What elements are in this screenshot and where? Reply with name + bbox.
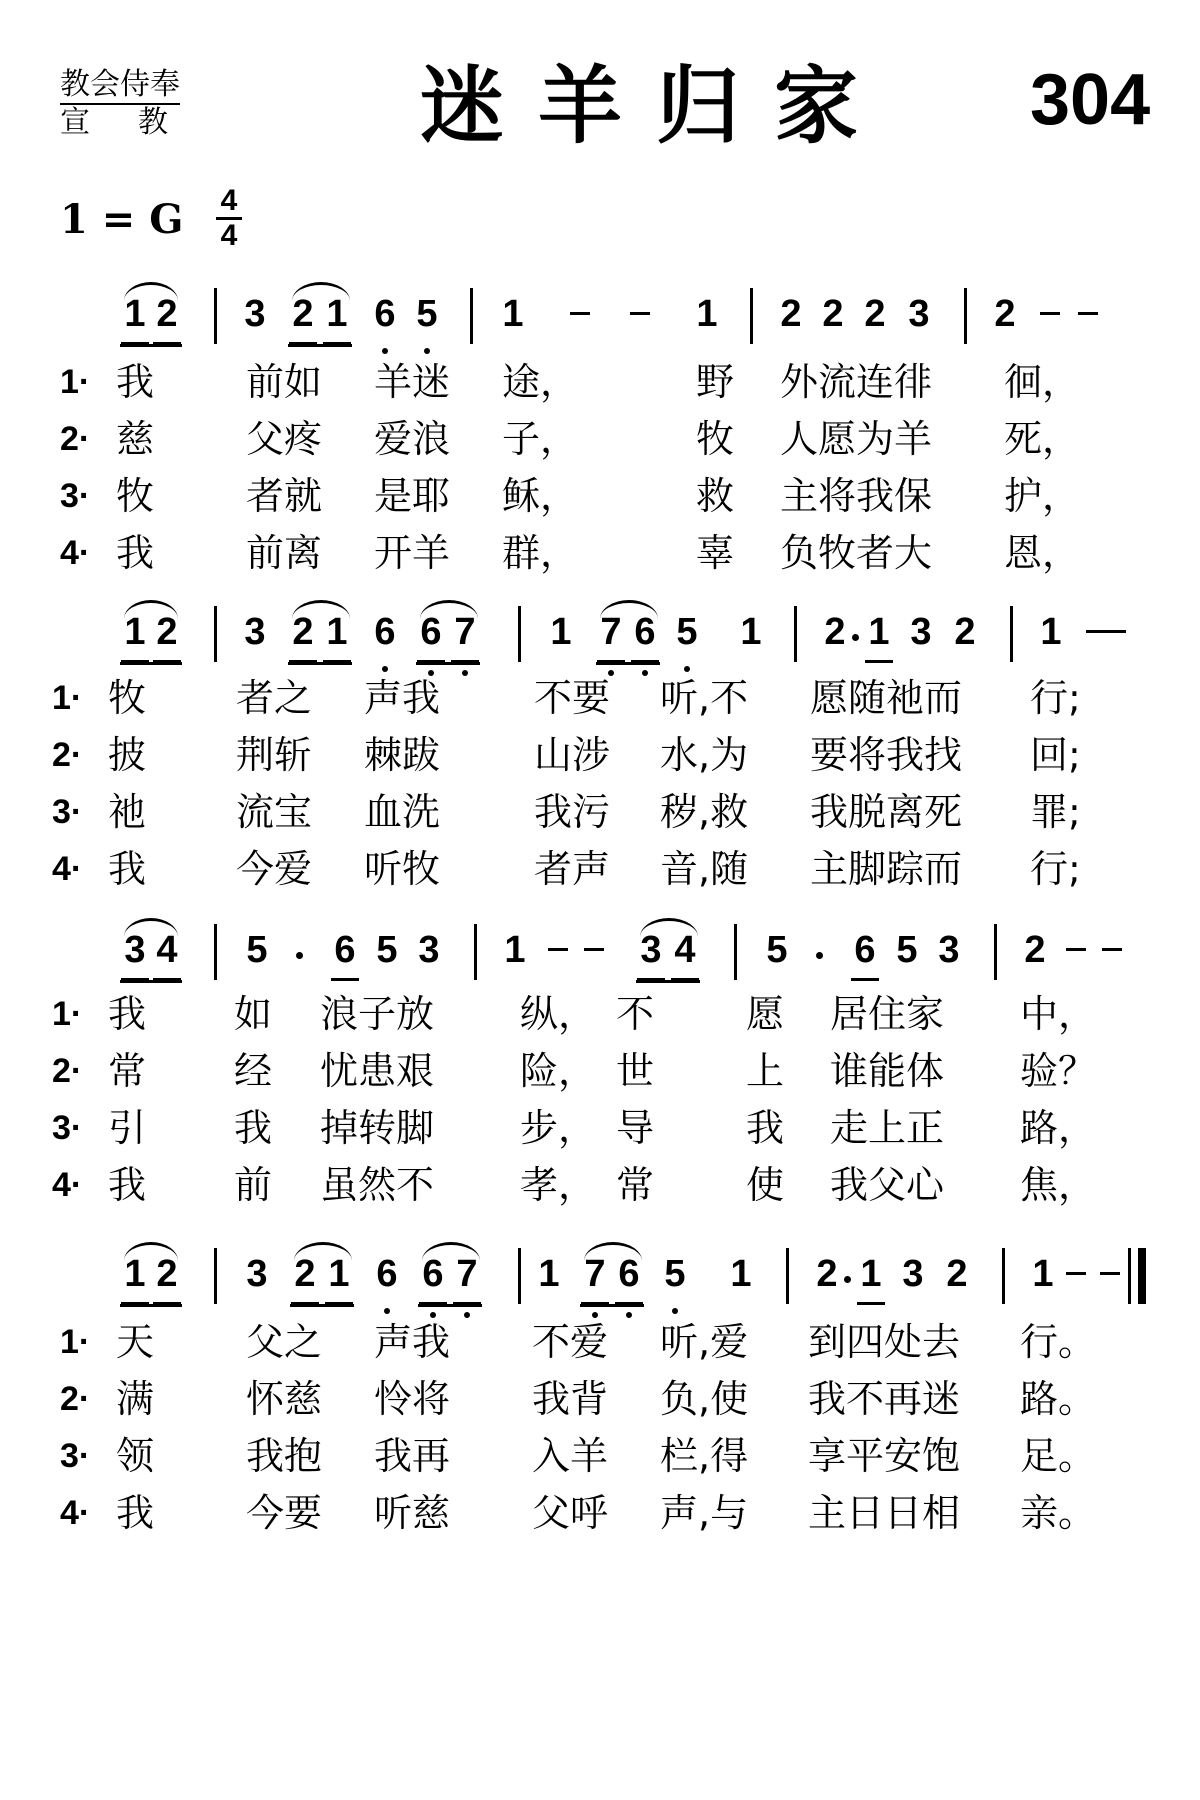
lyric-syllable: 栏,得 bbox=[660, 1434, 749, 1478]
beam bbox=[416, 662, 480, 665]
lyric-syllable: 谁能体 bbox=[830, 1049, 945, 1093]
lyric-syllable: 我污 bbox=[534, 790, 611, 834]
note: 1 bbox=[550, 611, 572, 653]
augmentation-dot bbox=[844, 1276, 851, 1283]
note: 2 bbox=[288, 292, 318, 336]
note: 2 bbox=[152, 610, 182, 654]
lyric-syllable: 愿随祂而 bbox=[810, 676, 963, 720]
note: 1 bbox=[864, 610, 894, 654]
barline bbox=[1128, 1248, 1131, 1304]
category-line-2: 宣教 bbox=[60, 105, 216, 140]
lyric-syllable: 人愿为羊 bbox=[780, 417, 933, 461]
note: 5 bbox=[412, 292, 442, 336]
verse-number: 1· bbox=[52, 679, 83, 717]
barline bbox=[786, 1248, 789, 1304]
lyric-syllable: 牧 bbox=[116, 474, 155, 518]
lyric-syllable: 子， bbox=[502, 417, 579, 461]
note: 3 bbox=[244, 293, 266, 335]
note: 3 bbox=[244, 611, 266, 653]
lyric-syllable: 父之 bbox=[246, 1320, 323, 1364]
dash bbox=[1040, 312, 1060, 315]
dash bbox=[1078, 312, 1098, 315]
lyric-syllable: 声我 bbox=[374, 1320, 451, 1364]
lyric-syllable: 我 bbox=[746, 1106, 785, 1150]
lyric-syllable: 祂 bbox=[108, 790, 147, 834]
note: 6 bbox=[614, 1252, 644, 1296]
lyric-syllable: 不要 bbox=[534, 676, 611, 720]
lyric-syllable: 披 bbox=[108, 733, 147, 777]
lyric-syllable: 中， bbox=[1020, 992, 1097, 1036]
verse-number: 4· bbox=[52, 1166, 83, 1204]
lyric-syllable: 听,爱 bbox=[660, 1320, 749, 1364]
note: 1 bbox=[1040, 611, 1062, 653]
hymn-number: 304 bbox=[1030, 60, 1151, 140]
lyric-syllable: 我 bbox=[108, 1163, 147, 1207]
lyric-syllable: 虽然不 bbox=[320, 1163, 435, 1207]
lyric-syllable: 行; bbox=[1030, 676, 1081, 720]
lyric-syllable: 天 bbox=[116, 1320, 155, 1364]
time-sig-top: 4 bbox=[220, 184, 238, 217]
dash bbox=[548, 948, 568, 951]
lyric-syllable: 秽,救 bbox=[660, 790, 749, 834]
note: 3 bbox=[910, 611, 932, 653]
note: 6 bbox=[372, 1252, 402, 1296]
beam bbox=[418, 1304, 482, 1307]
lyric-syllable: 外流连徘 bbox=[780, 360, 933, 404]
lyric-syllable: 我脱离死 bbox=[810, 790, 963, 834]
verse-number: 2· bbox=[52, 736, 83, 774]
lyric-syllable: 负牧者大 bbox=[780, 531, 933, 575]
note: 2 bbox=[816, 1253, 838, 1295]
barline bbox=[964, 288, 967, 344]
note: 1 bbox=[696, 293, 718, 335]
lyric-syllable: 荆斩 bbox=[236, 733, 313, 777]
lyric-syllable: 者声 bbox=[534, 847, 611, 891]
note: 2 bbox=[1024, 929, 1046, 971]
note: 2 bbox=[780, 293, 802, 335]
barline bbox=[214, 288, 217, 344]
lyric-syllable: 足。 bbox=[1020, 1434, 1097, 1478]
note: 2 bbox=[288, 610, 318, 654]
lyric-syllable: 者就 bbox=[246, 474, 323, 518]
barline bbox=[794, 606, 797, 662]
lyric-syllable: 导 bbox=[616, 1106, 655, 1150]
lyric-syllable: 忧患艰 bbox=[320, 1049, 435, 1093]
note: 2 bbox=[152, 1252, 182, 1296]
lyric-syllable: 前离 bbox=[246, 531, 323, 575]
note: 5 bbox=[376, 929, 398, 971]
note: 2 bbox=[994, 293, 1016, 335]
note: 1 bbox=[502, 293, 524, 335]
lyric-syllable: 前 bbox=[234, 1163, 273, 1207]
lyric-syllable: 我再 bbox=[374, 1434, 451, 1478]
note: 5 bbox=[672, 610, 702, 654]
beam bbox=[120, 344, 182, 347]
note: 1 bbox=[504, 929, 526, 971]
lyric-syllable: 怜将 bbox=[374, 1377, 451, 1421]
lyric-syllable: 声我 bbox=[364, 676, 441, 720]
lyric-syllable: 听,不 bbox=[660, 676, 749, 720]
lyric-syllable: 父疼 bbox=[246, 417, 323, 461]
lyric-syllable: 纵， bbox=[520, 992, 597, 1036]
dash bbox=[630, 312, 650, 315]
lyric-syllable: 声,与 bbox=[660, 1491, 749, 1535]
lyric-syllable: 负,使 bbox=[660, 1377, 749, 1421]
lyric-syllable: 父呼 bbox=[532, 1491, 609, 1535]
lyric-syllable: 验？ bbox=[1020, 1049, 1097, 1093]
lyric-syllable: 我 bbox=[116, 360, 155, 404]
lyric-syllable: 水,为 bbox=[660, 733, 749, 777]
lyric-syllable: 常 bbox=[108, 1049, 147, 1093]
barline bbox=[214, 1248, 217, 1304]
lyric-syllable: 到四处去 bbox=[808, 1320, 961, 1364]
lyric-syllable: 走上正 bbox=[830, 1106, 945, 1150]
note: 5 bbox=[896, 929, 918, 971]
note: 3 bbox=[908, 293, 930, 335]
lyric-syllable: 棘跋 bbox=[364, 733, 441, 777]
note: 3 bbox=[938, 929, 960, 971]
note: 2 bbox=[290, 1252, 320, 1296]
note: 1 bbox=[322, 610, 352, 654]
note: 1 bbox=[322, 292, 352, 336]
verse-number: 2· bbox=[60, 420, 91, 458]
lyric-syllable: 主脚踪而 bbox=[810, 847, 963, 891]
lyric-syllable: 行; bbox=[1030, 847, 1081, 891]
lyric-syllable: 罪; bbox=[1030, 790, 1081, 834]
lyric-syllable: 我 bbox=[108, 992, 147, 1036]
note: 2 bbox=[822, 293, 844, 335]
lyric-syllable: 我不再迷 bbox=[808, 1377, 961, 1421]
lyric-syllable: 路。 bbox=[1020, 1377, 1097, 1421]
beam bbox=[288, 662, 352, 665]
note: 1 bbox=[740, 611, 762, 653]
lyric-syllable: 恩， bbox=[1004, 531, 1081, 575]
note: 6 bbox=[418, 1252, 448, 1296]
lyric-syllable: 羊迷 bbox=[374, 360, 451, 404]
lyric-syllable: 是耶 bbox=[374, 474, 451, 518]
lyric-syllable: 世 bbox=[616, 1049, 655, 1093]
lyric-syllable: 音,随 bbox=[660, 847, 749, 891]
lyric-syllable: 焦， bbox=[1020, 1163, 1097, 1207]
barline bbox=[994, 924, 997, 980]
lyric-syllable: 我背 bbox=[532, 1377, 609, 1421]
note: 4 bbox=[152, 928, 182, 972]
lyric-syllable: 我 bbox=[116, 1491, 155, 1535]
lyric-syllable: 不 bbox=[616, 992, 655, 1036]
key-signature: 1 = G bbox=[60, 196, 184, 243]
verse-number: 3· bbox=[52, 1109, 83, 1147]
lyric-syllable: 开羊 bbox=[374, 531, 451, 575]
barline bbox=[474, 924, 477, 980]
barline bbox=[1002, 1248, 1005, 1304]
lyric-syllable: 经 bbox=[234, 1049, 273, 1093]
final-barline bbox=[1138, 1248, 1146, 1304]
note: 6 bbox=[330, 928, 360, 972]
verse-number: 1· bbox=[60, 1323, 91, 1361]
lyric-syllable: 引 bbox=[108, 1106, 147, 1150]
lyric-syllable: 路， bbox=[1020, 1106, 1097, 1150]
note: 6 bbox=[370, 292, 400, 336]
note: 1 bbox=[120, 1252, 150, 1296]
verse-number: 2· bbox=[52, 1052, 83, 1090]
dash bbox=[1066, 948, 1086, 951]
note: 6 bbox=[370, 610, 400, 654]
beam bbox=[636, 980, 700, 983]
dash bbox=[570, 312, 590, 315]
lyric-syllable: 入羊 bbox=[532, 1434, 609, 1478]
note: 1 bbox=[324, 1252, 354, 1296]
lyric-syllable: 我抱 bbox=[246, 1434, 323, 1478]
lyric-syllable: 回; bbox=[1030, 733, 1081, 777]
lyric-syllable: 怀慈 bbox=[246, 1377, 323, 1421]
lyric-syllable: 主将我保 bbox=[780, 474, 933, 518]
barline bbox=[734, 924, 737, 980]
verse-number: 3· bbox=[52, 793, 83, 831]
note: 6 bbox=[416, 610, 446, 654]
note: 6 bbox=[630, 610, 660, 654]
barline bbox=[750, 288, 753, 344]
time-signature bbox=[214, 186, 244, 251]
lyric-syllable: 常 bbox=[616, 1163, 655, 1207]
beam bbox=[120, 1304, 182, 1307]
beam bbox=[120, 662, 182, 665]
barline bbox=[470, 288, 473, 344]
verse-number: 3· bbox=[60, 477, 91, 515]
beam bbox=[290, 1304, 354, 1307]
beam bbox=[580, 1304, 644, 1307]
barline bbox=[518, 1248, 521, 1304]
note: 2 bbox=[864, 293, 886, 335]
lyric-syllable: 使 bbox=[746, 1163, 785, 1207]
lyric-syllable: 险， bbox=[520, 1049, 597, 1093]
lyric-syllable: 我父心 bbox=[830, 1163, 945, 1207]
lyric-syllable: 牧 bbox=[696, 417, 735, 461]
time-sig-bottom: 4 bbox=[220, 219, 238, 252]
lyric-syllable: 稣， bbox=[502, 474, 579, 518]
lyric-syllable: 护， bbox=[1004, 474, 1081, 518]
note: 4 bbox=[670, 928, 700, 972]
augmentation-dot bbox=[296, 952, 303, 959]
lyric-syllable: 我 bbox=[116, 531, 155, 575]
lyric-syllable: 享平安饱 bbox=[808, 1434, 961, 1478]
dash bbox=[1066, 1272, 1086, 1275]
note: 5 bbox=[660, 1252, 690, 1296]
note: 3 bbox=[418, 929, 440, 971]
lyric-syllable: 我 bbox=[234, 1106, 273, 1150]
lyric-syllable: 步， bbox=[520, 1106, 597, 1150]
lyric-syllable: 流宝 bbox=[236, 790, 313, 834]
note: 5 bbox=[246, 929, 268, 971]
lyric-syllable: 野 bbox=[696, 360, 735, 404]
lyric-syllable: 辜 bbox=[696, 531, 735, 575]
lyric-syllable: 死， bbox=[1004, 417, 1081, 461]
note: 7 bbox=[580, 1252, 610, 1296]
note: 1 bbox=[856, 1252, 886, 1296]
lyric-syllable: 听慈 bbox=[374, 1491, 451, 1535]
note: 1 bbox=[1032, 1253, 1054, 1295]
lyric-syllable: 掉转脚 bbox=[320, 1106, 435, 1150]
augmentation-dot bbox=[816, 952, 823, 959]
note: 1 bbox=[120, 292, 150, 336]
lyric-syllable: 孝， bbox=[520, 1163, 597, 1207]
lyric-syllable: 主日日相 bbox=[808, 1491, 961, 1535]
dash bbox=[1102, 948, 1122, 951]
beam bbox=[120, 980, 182, 983]
lyric-syllable: 山涉 bbox=[534, 733, 611, 777]
note: 1 bbox=[730, 1253, 752, 1295]
beam bbox=[288, 344, 352, 347]
note: 3 bbox=[636, 928, 666, 972]
note: 6 bbox=[850, 928, 880, 972]
note: 2 bbox=[954, 611, 976, 653]
dash bbox=[1100, 1272, 1120, 1275]
lyric-syllable: 行。 bbox=[1020, 1320, 1097, 1364]
category-line-1: 教会侍奉 bbox=[60, 68, 180, 105]
lyric-syllable: 途， bbox=[502, 360, 579, 404]
lyric-syllable: 者之 bbox=[236, 676, 313, 720]
note: 1 bbox=[120, 610, 150, 654]
note: 3 bbox=[120, 928, 150, 972]
augmentation-dot bbox=[852, 634, 859, 641]
lyric-syllable: 爱浪 bbox=[374, 417, 451, 461]
lyric-syllable: 血洗 bbox=[364, 790, 441, 834]
verse-number: 3· bbox=[60, 1437, 91, 1475]
beam bbox=[596, 662, 660, 665]
verse-number: 2· bbox=[60, 1380, 91, 1418]
note: 2 bbox=[824, 611, 846, 653]
hymn-title: 迷羊归家 bbox=[420, 57, 893, 155]
lyric-syllable: 居住家 bbox=[830, 992, 945, 1036]
lyric-syllable: 徊， bbox=[1004, 360, 1081, 404]
lyric-syllable: 愿 bbox=[746, 992, 785, 1036]
lyric-syllable: 不爱 bbox=[532, 1320, 609, 1364]
lyric-syllable: 满 bbox=[116, 1377, 155, 1421]
verse-number: 4· bbox=[60, 534, 91, 572]
dash bbox=[584, 948, 604, 951]
lyric-syllable: 亲。 bbox=[1020, 1491, 1097, 1535]
lyric-syllable: 前如 bbox=[246, 360, 323, 404]
verse-number: 1· bbox=[60, 363, 91, 401]
verse-number: 4· bbox=[60, 1494, 91, 1532]
note: 1 bbox=[538, 1253, 560, 1295]
note: 3 bbox=[902, 1253, 924, 1295]
lyric-syllable: 浪子放 bbox=[320, 992, 435, 1036]
lyric-syllable: 领 bbox=[116, 1434, 155, 1478]
verse-number: 4· bbox=[52, 850, 83, 888]
note: 3 bbox=[246, 1253, 268, 1295]
lyric-syllable: 如 bbox=[234, 992, 273, 1036]
lyric-syllable: 今要 bbox=[246, 1491, 323, 1535]
note: 2 bbox=[152, 292, 182, 336]
barline bbox=[214, 924, 217, 980]
note: 5 bbox=[766, 929, 788, 971]
barline bbox=[1010, 606, 1013, 662]
barline bbox=[214, 606, 217, 662]
lyric-syllable: 我 bbox=[108, 847, 147, 891]
note: 2 bbox=[946, 1253, 968, 1295]
lyric-syllable: 牧 bbox=[108, 676, 147, 720]
lyric-syllable: 听牧 bbox=[364, 847, 441, 891]
dash bbox=[1086, 630, 1126, 633]
note: 7 bbox=[596, 610, 626, 654]
lyric-syllable: 救 bbox=[696, 474, 735, 518]
lyric-syllable: 要将我找 bbox=[810, 733, 963, 777]
lyric-syllable: 今爱 bbox=[236, 847, 313, 891]
lyric-syllable: 上 bbox=[746, 1049, 785, 1093]
note: 7 bbox=[450, 610, 480, 654]
lyric-syllable: 慈 bbox=[116, 417, 155, 461]
barline bbox=[518, 606, 521, 662]
lyric-syllable: 群， bbox=[502, 531, 579, 575]
verse-number: 1· bbox=[52, 995, 83, 1033]
note: 7 bbox=[452, 1252, 482, 1296]
